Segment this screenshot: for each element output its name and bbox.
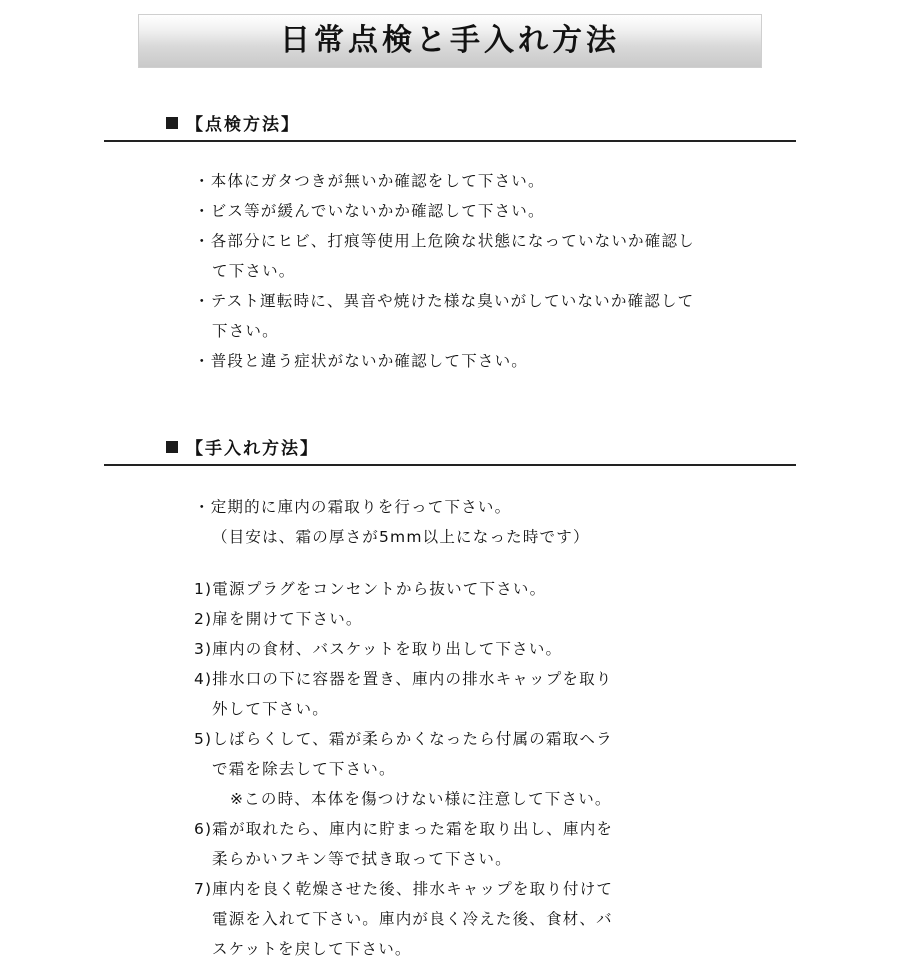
document-title-banner [138,14,762,68]
page-title: 日常点検と手入れ方法 [280,23,620,58]
list-item-note: ※この時、本体を傷つけない様に注意して下さい。 [230,790,612,808]
list-item: 3)庫内の食材、バスケットを取り出して下さい。 [194,640,563,658]
list-item: ・定期的に庫内の霜取りを行って下さい。 [194,498,512,516]
list-item-continuation: 電源を入れて下さい。庫内が良く冷えた後、食材、バ [212,910,613,928]
section-maintenance-steps [104,574,796,964]
list-item: 4)排水口の下に容器を置き、庫内の排水キャップを取り [194,670,613,688]
list-item: 1)電源プラグをコンセントから抜いて下さい。 [194,580,547,598]
list-item-continuation: で霜を除去して下さい。 [212,760,396,778]
list-item: ・各部分にヒビ、打痕等使用上危険な状態になっていないか確認し [194,232,695,250]
list-item: ・テスト運転時に、異音や焼けた様な臭いがしていないか確認して [194,292,695,310]
document-page [0,14,900,958]
section-inspection-body [104,166,796,376]
list-item: 7)庫内を良く乾燥させた後、排水キャップを取り付けて [194,880,614,898]
list-item-continuation: （目安は、霜の厚さが5mm以上になった時です） [212,528,590,546]
section-maintenance-heading [104,434,796,466]
section-maintenance [104,434,796,964]
list-item: 2)扉を開けて下さい。 [194,610,363,628]
list-item: ・普段と違う症状がないか確認して下さい。 [194,352,529,370]
square-bullet-icon [166,441,178,453]
section-inspection [104,110,796,376]
square-bullet-icon [166,117,178,129]
list-item-continuation: 下さい。 [212,322,279,340]
list-item-continuation: 柔らかいフキン等で拭き取って下さい。 [212,850,512,868]
section-inspection-heading [104,110,796,142]
list-item: 5)しばらくして、霜が柔らかくなったら付属の霜取ヘラ [194,730,613,748]
section-maintenance-intro [104,492,796,552]
list-item-continuation: 外して下さい。 [212,700,329,718]
section-inspection-title: 【点検方法】 [186,115,300,135]
list-item-continuation: て下さい。 [212,262,296,280]
list-item: ・ビス等が緩んでいないかか確認して下さい。 [194,202,545,220]
list-item: 6)霜が取れたら、庫内に貯まった霜を取り出し、庫内を [194,820,614,838]
section-maintenance-title: 【手入れ方法】 [186,439,319,459]
list-item-continuation: スケットを戻して下さい。 [212,940,412,958]
list-item: ・本体にガタつきが無いか確認をして下さい。 [194,172,545,190]
